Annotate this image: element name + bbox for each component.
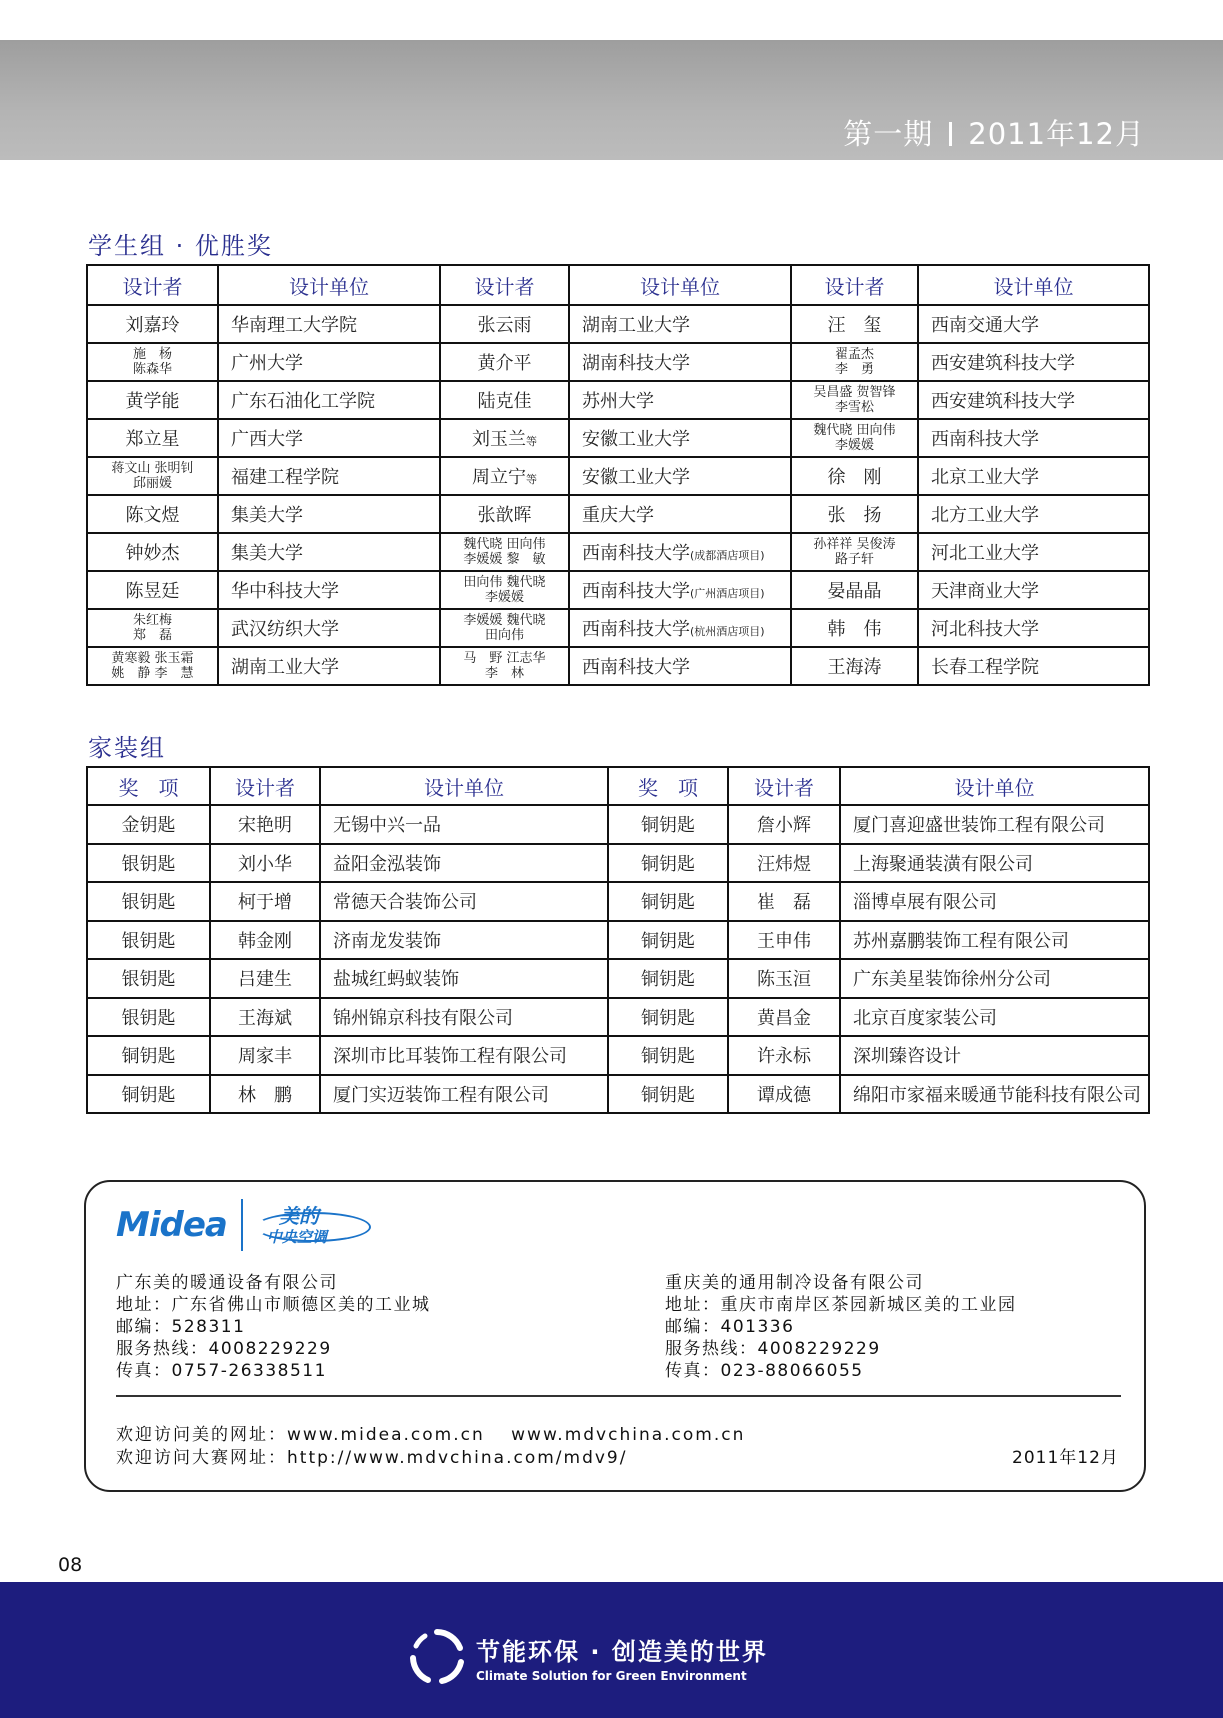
issue-line <box>843 112 1145 153</box>
unit-cell: 集美大学 <box>218 533 440 571</box>
contact-divider <box>116 1395 1121 1397</box>
award-cell: 铜钥匙 <box>608 921 728 960</box>
unit-cell: 河北科技大学 <box>918 609 1149 647</box>
contest-website-line[interactable]: 欢迎访问大赛网址：http://www.mdvchina.com/mdv9/ <box>116 1448 628 1468</box>
table-row <box>87 959 1149 998</box>
designer-cell <box>440 457 569 495</box>
unit-cell: 安徽工业大学 <box>569 419 791 457</box>
designer-cell: 宋艳明 <box>210 805 320 844</box>
designer-cell: 柯于增 <box>210 882 320 921</box>
designer-cell: 黄昌金 <box>728 998 840 1037</box>
table-row <box>87 343 1149 381</box>
table-row <box>87 805 1149 844</box>
designer-cell <box>440 419 569 457</box>
table-row <box>87 1036 1149 1075</box>
unit-cell: 苏州嘉鹏装饰工程有限公司 <box>840 921 1149 960</box>
company-hotline: 服务热线：4008229229 <box>665 1339 881 1359</box>
cell-note-text: 等 <box>526 473 537 486</box>
table-header-row <box>87 265 1149 305</box>
multi-name-text: 施 杨 陈森华 <box>132 347 172 377</box>
award-cell: 银钥匙 <box>87 998 210 1037</box>
unit-cell: 福建工程学院 <box>218 457 440 495</box>
unit-cell: 常德天合装饰公司 <box>320 882 608 921</box>
unit-cell: 广东美星装饰徐州分公司 <box>840 959 1149 998</box>
unit-cell: 广西大学 <box>218 419 440 457</box>
company-postcode: 邮编：528311 <box>116 1317 246 1337</box>
designer-cell: 张云雨 <box>440 305 569 343</box>
unit-cell: 河北工业大学 <box>918 533 1149 571</box>
column-header: 设计者 <box>728 767 840 805</box>
award-cell: 铜钥匙 <box>608 882 728 921</box>
brand-cn-mark <box>253 1200 383 1250</box>
unit-cell: 北京工业大学 <box>918 457 1149 495</box>
table-row <box>87 457 1149 495</box>
unit-cell: 深圳臻咨设计 <box>840 1036 1149 1075</box>
unit-cell: 厦门实迈装饰工程有限公司 <box>320 1075 608 1114</box>
multi-name-text: 魏代晓 田向伟 李媛媛 <box>813 423 896 453</box>
designer-cell: 詹小辉 <box>728 805 840 844</box>
table-row <box>87 419 1149 457</box>
unit-cell: 西南科技大学 <box>918 419 1149 457</box>
brand-divider <box>241 1199 243 1251</box>
designer-cell <box>791 419 918 457</box>
award-cell: 铜钥匙 <box>608 998 728 1037</box>
unit-cell: 天津商业大学 <box>918 571 1149 609</box>
unit-cell <box>569 533 791 571</box>
midea-logo <box>116 1200 383 1250</box>
designer-cell: 崔 磊 <box>728 882 840 921</box>
designer-cell: 王海涛 <box>791 647 918 685</box>
designer-cell: 汪炜煜 <box>728 844 840 883</box>
multi-name-text: 黄寒毅 张玉霜 姚 静 李 慧 <box>111 651 194 681</box>
multi-name-text: 魏代晓 田向伟 李媛媛 黎 敏 <box>463 537 546 567</box>
table-row <box>87 609 1149 647</box>
award-cell: 铜钥匙 <box>87 1075 210 1114</box>
designer-cell <box>791 533 918 571</box>
column-header: 设计者 <box>440 265 569 305</box>
swirl-logo-icon <box>408 1628 466 1686</box>
unit-cell: 厦门喜迎盛世装饰工程有限公司 <box>840 805 1149 844</box>
multi-name-text: 马 野 江志华 李 林 <box>463 651 546 681</box>
unit-cell: 湖南工业大学 <box>218 647 440 685</box>
award-cell: 铜钥匙 <box>608 844 728 883</box>
column-header: 设计者 <box>791 265 918 305</box>
unit-cell: 武汉纺织大学 <box>218 609 440 647</box>
issue-date: 2011年12月 <box>968 117 1145 151</box>
multi-name-text: 朱红梅 郑 磊 <box>132 613 172 643</box>
cell-note-text: 等 <box>526 435 537 448</box>
designer-cell: 许永标 <box>728 1036 840 1075</box>
award-cell: 铜钥匙 <box>608 959 728 998</box>
company-fax: 传真：023-88066055 <box>665 1361 864 1381</box>
award-cell: 金钥匙 <box>87 805 210 844</box>
students-section-title: 学生组 · 优胜奖 <box>88 232 273 260</box>
issue-label: 第一期 <box>843 117 934 151</box>
unit-cell: 上海聚通装潢有限公司 <box>840 844 1149 883</box>
designer-cell <box>440 609 569 647</box>
unit-cell: 盐城红蚂蚁装饰 <box>320 959 608 998</box>
cell-note-text: (成都酒店项目) <box>690 549 765 562</box>
home-table <box>86 766 1150 1114</box>
students-table <box>86 264 1150 686</box>
unit-cell: 广东石油化工学院 <box>218 381 440 419</box>
company-address: 地址：重庆市南岸区茶园新城区美的工业园 <box>665 1295 1017 1315</box>
table-header-row <box>87 767 1149 805</box>
unit-cell: 益阳金泓装饰 <box>320 844 608 883</box>
column-header: 设计者 <box>87 265 218 305</box>
table-row <box>87 381 1149 419</box>
table-row <box>87 882 1149 921</box>
multi-name-text: 孙祥祥 吴俊涛 路子轩 <box>813 537 896 567</box>
designer-cell: 刘嘉玲 <box>87 305 218 343</box>
designer-cell: 刘小华 <box>210 844 320 883</box>
designer-cell: 钟妙杰 <box>87 533 218 571</box>
company-address: 地址：广东省佛山市顺德区美的工业城 <box>116 1295 431 1315</box>
designer-cell <box>440 533 569 571</box>
unit-cell: 西南科技大学 <box>569 647 791 685</box>
award-cell: 银钥匙 <box>87 921 210 960</box>
column-header: 设计单位 <box>918 265 1149 305</box>
award-cell: 银钥匙 <box>87 959 210 998</box>
multi-name-text: 田向伟 魏代晓 李媛媛 <box>463 575 546 605</box>
unit-cell: 北京百度家装公司 <box>840 998 1149 1037</box>
designer-cell: 徐 刚 <box>791 457 918 495</box>
address-right <box>665 1272 1017 1382</box>
unit-cell: 湖南工业大学 <box>569 305 791 343</box>
designer-cell <box>87 343 218 381</box>
designer-cell: 汪 玺 <box>791 305 918 343</box>
website-line[interactable]: 欢迎访问美的网址：www.midea.com.cn www.mdvchina.com.cn <box>116 1425 746 1445</box>
cell-main-text: 周立宁 <box>472 467 526 488</box>
table-row <box>87 998 1149 1037</box>
designer-cell <box>87 647 218 685</box>
designer-cell: 黄介平 <box>440 343 569 381</box>
designer-cell: 吕建生 <box>210 959 320 998</box>
designer-cell: 周家丰 <box>210 1036 320 1075</box>
award-cell: 铜钥匙 <box>608 1036 728 1075</box>
designer-cell: 黄学能 <box>87 381 218 419</box>
table-row <box>87 1075 1149 1114</box>
table-row <box>87 571 1149 609</box>
table-row <box>87 495 1149 533</box>
unit-cell: 华中科技大学 <box>218 571 440 609</box>
company-postcode: 邮编：401336 <box>665 1317 795 1337</box>
brand-cn-bottom: 中央空调 <box>266 1228 327 1246</box>
unit-cell: 华南理工大学院 <box>218 305 440 343</box>
cell-note-text: (杭州酒店项目) <box>690 625 765 638</box>
company-hotline: 服务热线：4008229229 <box>116 1339 332 1359</box>
designer-cell: 郑立星 <box>87 419 218 457</box>
award-cell: 铜钥匙 <box>608 1075 728 1114</box>
brand-cn-top: 美的 <box>278 1204 319 1228</box>
brand-wordmark: Midea <box>116 1205 227 1245</box>
column-header: 设计者 <box>210 767 320 805</box>
unit-cell: 绵阳市家福来暖通节能科技有限公司 <box>840 1075 1149 1114</box>
designer-cell: 林 鹏 <box>210 1075 320 1114</box>
designer-cell: 王申伟 <box>728 921 840 960</box>
cell-main-text: 西南科技大学 <box>582 619 690 640</box>
multi-name-text: 吴昌盛 贺智锋 李雪松 <box>813 385 896 415</box>
cell-main-text: 西南科技大学 <box>582 581 690 602</box>
address-left <box>116 1272 431 1382</box>
award-cell: 银钥匙 <box>87 844 210 883</box>
unit-cell: 淄博卓展有限公司 <box>840 882 1149 921</box>
designer-cell: 陈文煜 <box>87 495 218 533</box>
table-row <box>87 305 1149 343</box>
unit-cell: 无锡中兴一品 <box>320 805 608 844</box>
column-header: 设计单位 <box>840 767 1149 805</box>
cell-main-text: 西南科技大学 <box>582 543 690 564</box>
page-number: 08 <box>58 1554 83 1576</box>
footer-slogan <box>408 1628 768 1686</box>
unit-cell <box>569 609 791 647</box>
unit-cell: 西南交通大学 <box>918 305 1149 343</box>
unit-cell <box>569 571 791 609</box>
slogan-chinese: 节能环保 · 创造美的世界 <box>476 1637 768 1666</box>
unit-cell: 西安建筑科技大学 <box>918 381 1149 419</box>
unit-cell: 北方工业大学 <box>918 495 1149 533</box>
designer-cell <box>440 647 569 685</box>
issue-separator <box>949 122 952 146</box>
designer-cell: 陆克佳 <box>440 381 569 419</box>
award-cell: 银钥匙 <box>87 882 210 921</box>
cell-note-text: (广州酒店项目) <box>690 587 765 600</box>
contact-date: 2011年12月 <box>1012 1448 1119 1468</box>
unit-cell: 济南龙发装饰 <box>320 921 608 960</box>
designer-cell <box>791 343 918 381</box>
unit-cell: 西安建筑科技大学 <box>918 343 1149 381</box>
unit-cell: 安徽工业大学 <box>569 457 791 495</box>
slogan-english: Climate Solution for Green Environment <box>476 1668 747 1683</box>
designer-cell: 陈玉洹 <box>728 959 840 998</box>
multi-name-text: 翟孟杰 李 勇 <box>834 347 874 377</box>
designer-cell: 陈昱廷 <box>87 571 218 609</box>
designer-cell <box>440 571 569 609</box>
multi-name-text: 李媛媛 魏代晓 田向伟 <box>463 613 546 643</box>
unit-cell: 深圳市比耳装饰工程有限公司 <box>320 1036 608 1075</box>
column-header: 设计单位 <box>569 265 791 305</box>
table-row <box>87 647 1149 685</box>
table-row <box>87 533 1149 571</box>
designer-cell: 韩 伟 <box>791 609 918 647</box>
designer-cell <box>87 609 218 647</box>
designer-cell: 韩金刚 <box>210 921 320 960</box>
designer-cell: 张歆晖 <box>440 495 569 533</box>
column-header: 奖 项 <box>87 767 210 805</box>
multi-name-text: 蒋文山 张明钊 邱丽媛 <box>111 461 194 491</box>
home-section-title: 家装组 <box>88 734 166 762</box>
designer-cell: 谭成德 <box>728 1075 840 1114</box>
column-header: 设计单位 <box>218 265 440 305</box>
column-header: 奖 项 <box>608 767 728 805</box>
company-name: 广东美的暖通设备有限公司 <box>116 1273 338 1293</box>
designer-cell <box>87 457 218 495</box>
designer-cell: 张 扬 <box>791 495 918 533</box>
company-fax: 传真：0757-26338511 <box>116 1361 327 1381</box>
table-row <box>87 844 1149 883</box>
designer-cell <box>791 381 918 419</box>
column-header: 设计单位 <box>320 767 608 805</box>
unit-cell: 长春工程学院 <box>918 647 1149 685</box>
unit-cell: 集美大学 <box>218 495 440 533</box>
award-cell: 铜钥匙 <box>608 805 728 844</box>
designer-cell: 晏晶晶 <box>791 571 918 609</box>
unit-cell: 湖南科技大学 <box>569 343 791 381</box>
cell-main-text: 刘玉兰 <box>472 429 526 450</box>
award-cell: 铜钥匙 <box>87 1036 210 1075</box>
table-row <box>87 921 1149 960</box>
unit-cell: 苏州大学 <box>569 381 791 419</box>
company-name: 重庆美的通用制冷设备有限公司 <box>665 1273 924 1293</box>
unit-cell: 重庆大学 <box>569 495 791 533</box>
unit-cell: 锦州锦京科技有限公司 <box>320 998 608 1037</box>
unit-cell: 广州大学 <box>218 343 440 381</box>
designer-cell: 王海斌 <box>210 998 320 1037</box>
